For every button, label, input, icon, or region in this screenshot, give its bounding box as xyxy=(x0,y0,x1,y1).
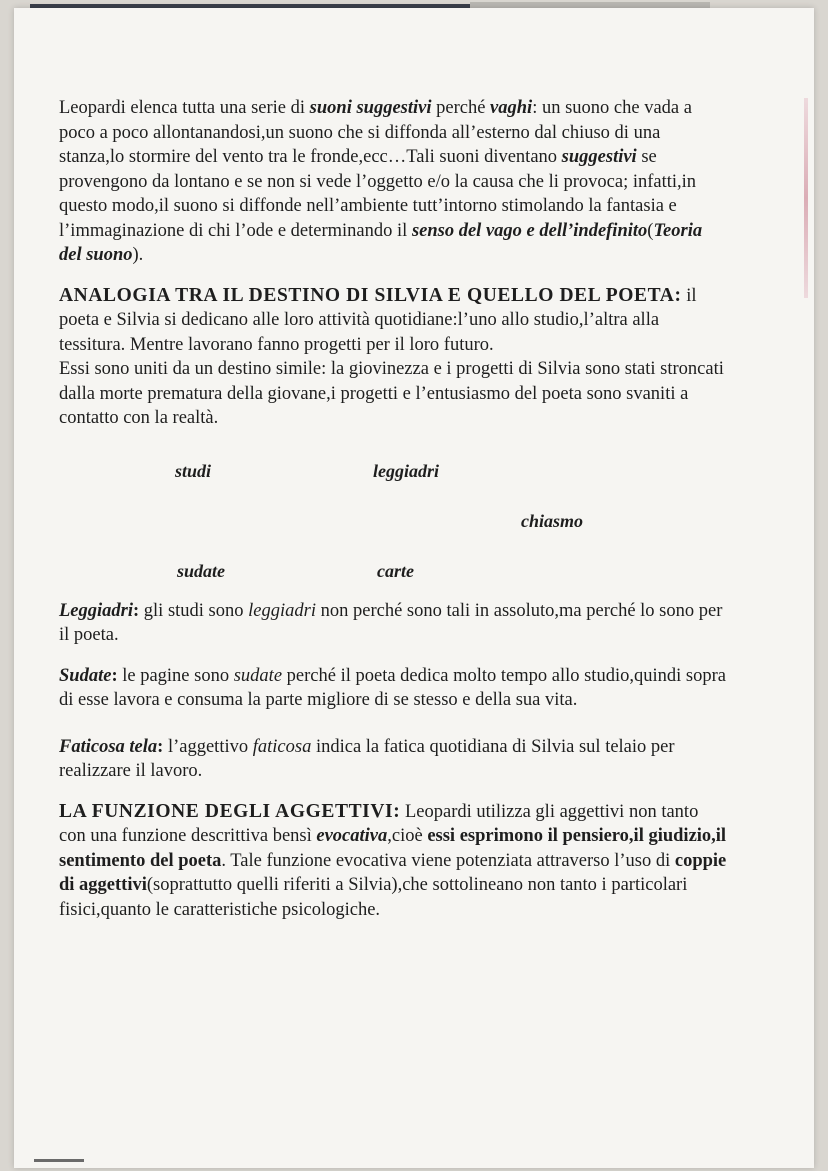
text-run: . Tale funzione evocativa viene potenziata attraverso l’uso di xyxy=(221,850,675,871)
text-run: le pagine sono xyxy=(117,665,234,686)
text-run: perché il poeta dedica molto tempo allo studio,quindi sopra di esse lavora e consuma la parte migliore di se stesso e della sua vita. xyxy=(59,665,726,710)
text-run: non perché sono tali in assoluto,ma perché lo sono per il poeta. xyxy=(59,600,723,645)
text-run: (soprattutto quelli riferiti a Silvia),che sottolineano non tanto i particolari fisici,quanto le caratteristiche psicologiche. xyxy=(59,875,688,920)
text-run: il poeta e Silvia si dedicano alle loro attività quotidiane:l’uno allo studio,l’altra alla tessitura. Mentre lavorano fanno progetti per il loro futuro. xyxy=(59,285,697,355)
section-heading-analogia: ANALOGIA TRA IL DESTINO DI SILVIA E QUELLO DEL POETA: xyxy=(59,284,682,306)
term-leggiadri: Leggiadri xyxy=(59,600,133,621)
emphasis-faticosa: faticosa xyxy=(252,736,312,757)
text-run: indica la fatica quotidiana di Silvia sul telaio per realizzare il lavoro. xyxy=(59,736,675,781)
text-run: Essi sono uniti da un destino simile: la giovinezza e i progetti di Silvia sono stati stroncati dalla morte prematura della giovane,i progetti e l’entusiasmo del poeta sono svaniti a contatto con la realtà. xyxy=(59,359,724,428)
text-run: ( xyxy=(647,220,654,241)
text-run: Leopardi elenca tutta una serie di xyxy=(59,98,310,118)
term-sudate: Sudate xyxy=(59,665,112,686)
text-run: ). xyxy=(132,245,144,265)
document-content xyxy=(59,96,727,938)
chiasm-word-leggiadri: leggiadri xyxy=(373,460,439,481)
emphasis-essi-esprimono: essi esprimono il pensiero,il giudizio,il sentimento del poeta xyxy=(59,826,727,871)
paragraph-analogia xyxy=(59,284,727,358)
chiasm-word-sudate: sudate xyxy=(177,560,226,581)
chiasm-diagram xyxy=(59,447,727,593)
paragraph-destino xyxy=(59,357,727,431)
text-run: : un suono che vada a poco a poco allontanandosi,un suono che si diffonda all’esterno dal chiuso di una stanza,lo stormire del vento tra le fronde,ecc…Tali suoni diventano xyxy=(59,98,692,167)
emphasis-suoni-suggestivi: suoni suggestivi xyxy=(309,98,432,118)
text-run: l’aggettivo xyxy=(163,736,253,757)
text-run: perché xyxy=(431,98,491,118)
chiasm-word-studi: studi xyxy=(175,460,212,481)
paragraph-suoni xyxy=(59,96,727,268)
emphasis-sudate: sudate xyxy=(233,665,283,686)
text-run: se provengono da lontano e se non si vede l’oggetto e/o la causa che li provoca; infatti,in questo modo,il suono si diffonde nell’ambiente tutt’intorno stimolando la fantasia e l’immaginazione di chi l’ode e determinando il xyxy=(59,147,697,241)
emphasis-teoria-suono: Teoria del suono xyxy=(59,220,703,265)
emphasis-leggiadri: leggiadri xyxy=(248,600,316,621)
term-faticosa-tela: Faticosa tela xyxy=(59,736,158,757)
chiasm-label: chiasmo xyxy=(521,510,584,531)
text-run: gli studi sono xyxy=(139,600,249,621)
scan-bottom-edge xyxy=(34,1159,84,1162)
paragraph-funzione-aggettivi xyxy=(59,800,727,923)
chiasm-word-carte: carte xyxy=(377,560,414,581)
emphasis-evocativa: evocativa xyxy=(316,826,388,846)
paragraph-leggiadri xyxy=(59,599,727,648)
scan-right-edge xyxy=(804,98,808,298)
paragraph-sudate xyxy=(59,664,727,713)
text-run: : xyxy=(111,665,118,686)
text-run: Leopardi utilizza gli aggettivi non tanto con una funzione descrittiva bensì xyxy=(59,801,699,846)
emphasis-suggestivi: suggestivi xyxy=(561,147,637,167)
section-heading-funzione: LA FUNZIONE DEGLI AGGETTIVI: xyxy=(59,800,401,822)
paragraph-faticosa-tela xyxy=(59,735,727,784)
text-run: : xyxy=(157,736,164,757)
emphasis-vaghi: vaghi xyxy=(490,98,533,118)
emphasis-senso-vago: senso del vago e dell’indefinito xyxy=(411,220,648,241)
text-run: ,cioè xyxy=(387,826,428,846)
emphasis-coppie-aggettivi: coppie di aggettivi xyxy=(59,850,727,895)
text-run: : xyxy=(133,600,140,621)
